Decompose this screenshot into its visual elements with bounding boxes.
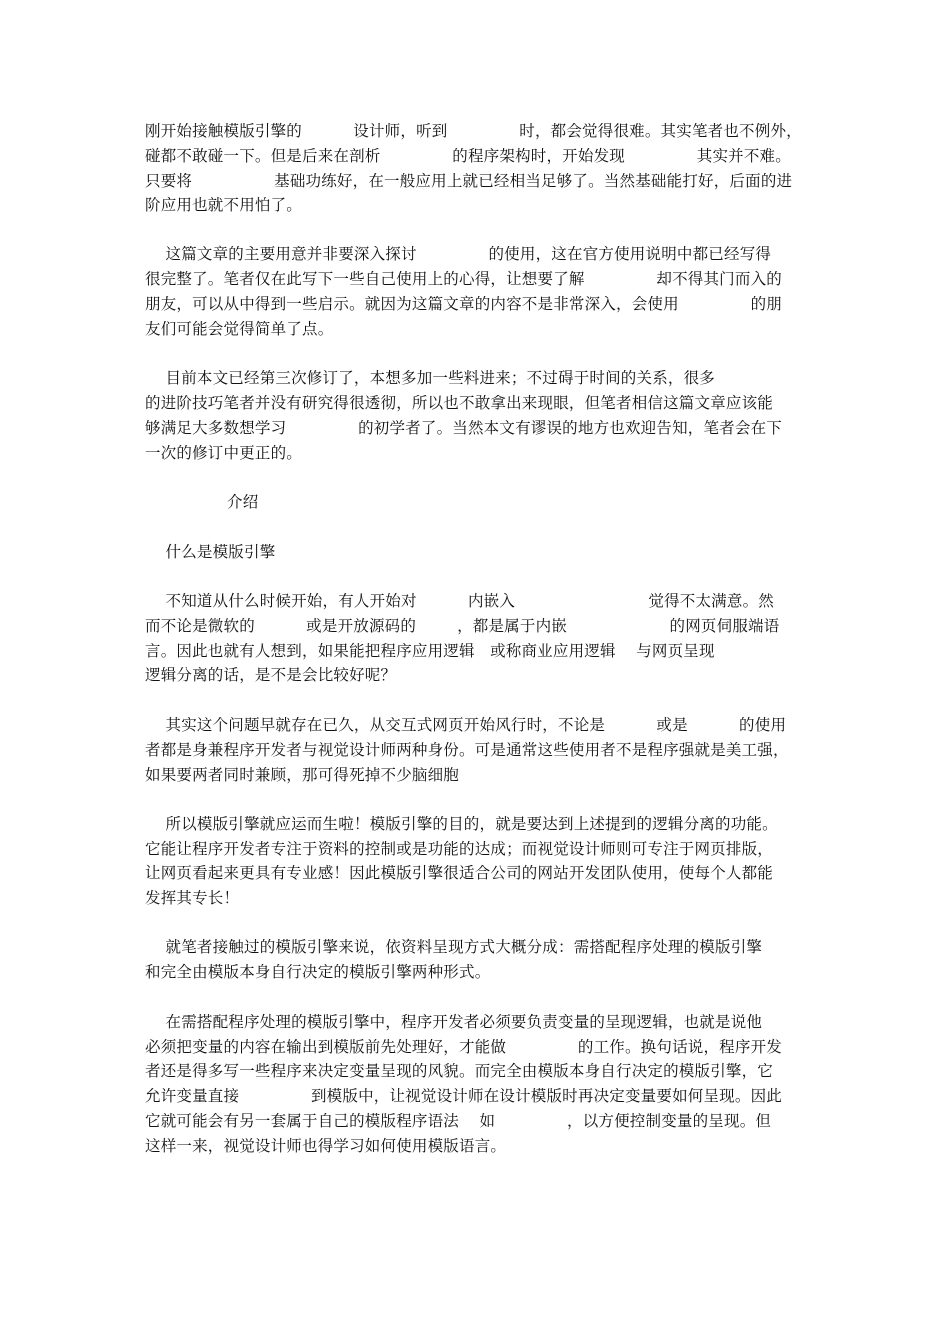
paragraph-purpose-line: 这篇文章的主要用意并非要深入探讨 的使用，这在官方使用说明中都已经写得 (145, 245, 772, 263)
paragraph-categories-line: 就笔者接触过的模版引擎来说，依资料呈现方式大概分成：需搭配程序处理的模版引擎 (145, 938, 763, 956)
paragraph-problem-line: 如果要两者同时兼顾，那可得死掉不少脑细胞 (145, 766, 460, 784)
paragraph-revision-line: 目前本文已经第三次修订了，本想多加一些料进来；不过碍于时间的关系，很多 (145, 369, 716, 387)
paragraph-problem-line: 其实这个问题早就存在已久，从交互式网页开始风行时，不论是 或是 的使用 (145, 716, 787, 734)
paragraph-purpose-line: 朋友，可以从中得到一些启示。就因为这篇文章的内容不是非常深入，会使用 的朋 (145, 295, 782, 313)
paragraph-details-line: 这样一来，视觉设计师也得学习如何使用模版语言。 (145, 1137, 507, 1155)
paragraph-purpose-line: 很完整了。笔者仅在此写下一些自己使用上的心得，让想要了解 却不得其门而入的 (145, 270, 782, 288)
paragraph-intro-line: 只要将 基础功练好，在一般应用上就已经相当足够了。当然基础能打好，后面的进 (145, 172, 793, 190)
paragraph-engine-purpose-line: 让网页看起来更具有专业感！因此模版引擎很适合公司的网站开发团队使用，使每个人都能 (145, 864, 774, 882)
paragraph-history-line: 而不论是微软的 或是开放源码的 ，都是属于内嵌 的网页伺服端语 (145, 617, 780, 635)
paragraph-categories-line: 和完全由模版本身自行决定的模版引擎两种形式。 (145, 963, 491, 981)
paragraph-history-line: 逻辑分离的话，是不是会比较好呢？ (145, 666, 397, 684)
paragraph-details-line: 允许变量直接 到模版中，让视觉设计师在设计模版时再决定变量要如何呈现。因此 (145, 1087, 782, 1105)
paragraph-revision-line: 的进阶技巧笔者并没有研究得很透彻，所以也不敢拿出来现眼，但笔者相信这篇文章应该能 (145, 394, 774, 412)
paragraph-revision-line: 一次的修订中更正的。 (145, 444, 303, 462)
paragraph-intro-line: 刚开始接触模版引擎的 设计师，听到 时，都会觉得很难。其实笔者也不例外， (145, 122, 802, 140)
paragraph-history-line: 不知道从什么时候开始，有人开始对 内嵌入 觉得不太满意。然 (145, 592, 774, 610)
section-heading-intro: 介绍 (145, 493, 259, 511)
paragraph-details-line: 在需搭配程序处理的模版引擎中，程序开发者必须要负责变量的呈现逻辑，也就是说他 (145, 1013, 763, 1031)
paragraph-details-line: 者还是得多写一些程序来决定变量呈现的风貌。而完全由模版本身自行决定的模版引擎，它 (145, 1062, 774, 1080)
paragraph-revision-line: 够满足大多数想学习 的初学者了。当然本文有谬误的地方也欢迎告知，笔者会在下 (145, 419, 782, 437)
section-heading-what-is-template-engine: 什么是模版引擎 (145, 543, 276, 561)
paragraph-intro-line: 阶应用也就不用怕了。 (145, 196, 303, 214)
paragraph-intro-line: 碰都不敢碰一下。但是后来在剖析 的程序架构时，开始发现 其实并不难。 (145, 147, 791, 165)
paragraph-engine-purpose-line: 所以模版引擎就应运而生啦！模版引擎的目的，就是要达到上述提到的逻辑分离的功能。 (145, 815, 778, 833)
paragraph-details-line: 必须把变量的内容在输出到模版前先处理好，才能做 的工作。换句话说，程序开发 (145, 1038, 782, 1056)
paragraph-purpose-line: 友们可能会觉得简单了点。 (145, 320, 334, 338)
paragraph-details-line: 它就可能会有另一套属于自己的模版程序语法 如 ，以方便控制变量的呈现。但 (145, 1112, 772, 1130)
paragraph-engine-purpose-line: 发挥其专长！ (145, 889, 240, 907)
paragraph-problem-line: 者都是身兼程序开发者与视觉设计师两种身份。可是通常这些使用者不是程序强就是美工强， (145, 741, 789, 759)
paragraph-engine-purpose-line: 它能让程序开发者专注于资料的控制或是功能的达成；而视觉设计师则可专注于网页排版， (145, 840, 774, 858)
paragraph-history-line: 言。因此也就有人想到，如果能把程序应用逻辑 或称商业应用逻辑 与网页呈现 (145, 642, 715, 660)
